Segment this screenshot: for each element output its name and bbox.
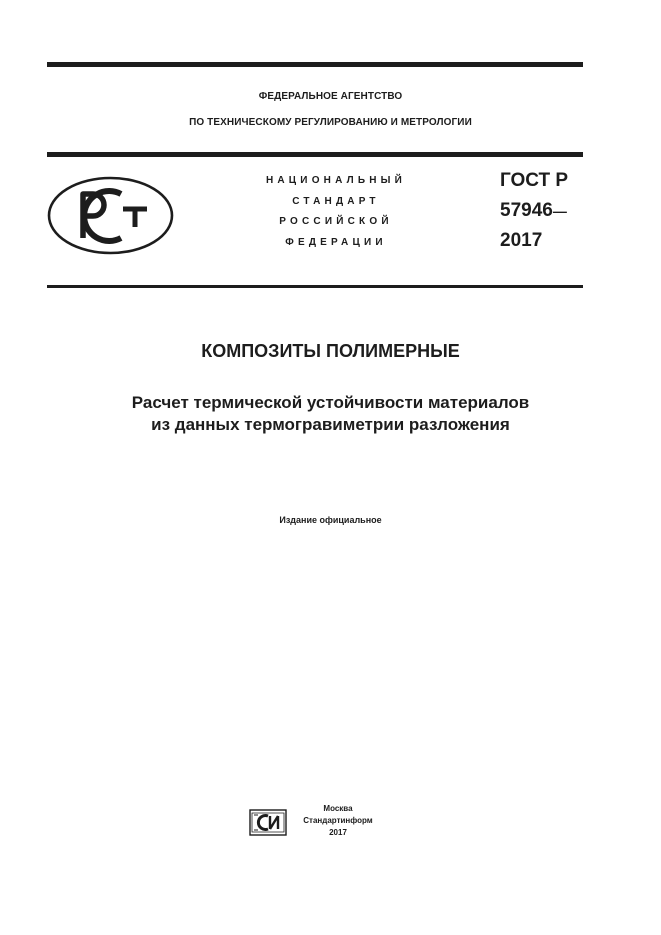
document-title: КОМПОЗИТЫ ПОЛИМЕРНЫЕ	[201, 341, 460, 361]
publisher-year: 2017	[329, 828, 347, 837]
designation-dash: —	[552, 203, 567, 219]
gost-r-certification-logo-icon	[47, 176, 174, 255]
national-line: ФЕДЕРАЦИИ	[285, 236, 387, 248]
standartinform-logo-icon	[249, 809, 287, 836]
agency-line-2: ПО ТЕХНИЧЕСКОМУ РЕГУЛИРОВАНИЮ И МЕТРОЛОГИИ	[189, 117, 472, 128]
designation-number-line	[500, 196, 568, 226]
designation-prefix: ГОСТ Р	[500, 170, 569, 191]
standard-designation	[500, 166, 568, 256]
national-line: РОССИЙСКОЙ	[279, 216, 393, 227]
publisher-city: Москва	[323, 804, 353, 813]
top-rule	[47, 62, 583, 67]
publisher-block	[296, 803, 380, 839]
edition-label: Издание официальное	[279, 515, 382, 525]
publisher-name: Стандартинформ	[303, 816, 373, 825]
subtitle-line-2: из данных термогравиметрии разложения	[151, 415, 510, 434]
section-rule	[47, 285, 583, 288]
document-subtitle	[0, 392, 661, 436]
subtitle-line-1: Расчет термической устойчивости материалов	[131, 393, 530, 412]
national-line: СТАНДАРТ	[292, 195, 380, 207]
designation-number: 57946	[500, 200, 553, 221]
header-rule	[47, 152, 583, 157]
designation-year: 2017	[500, 230, 543, 251]
national-line: НАЦИОНАЛЬНЫЙ	[265, 175, 407, 186]
agency-line-1: ФЕДЕРАЛЬНОЕ АГЕНТСТВО	[258, 91, 403, 102]
national-standard-block	[236, 171, 436, 253]
